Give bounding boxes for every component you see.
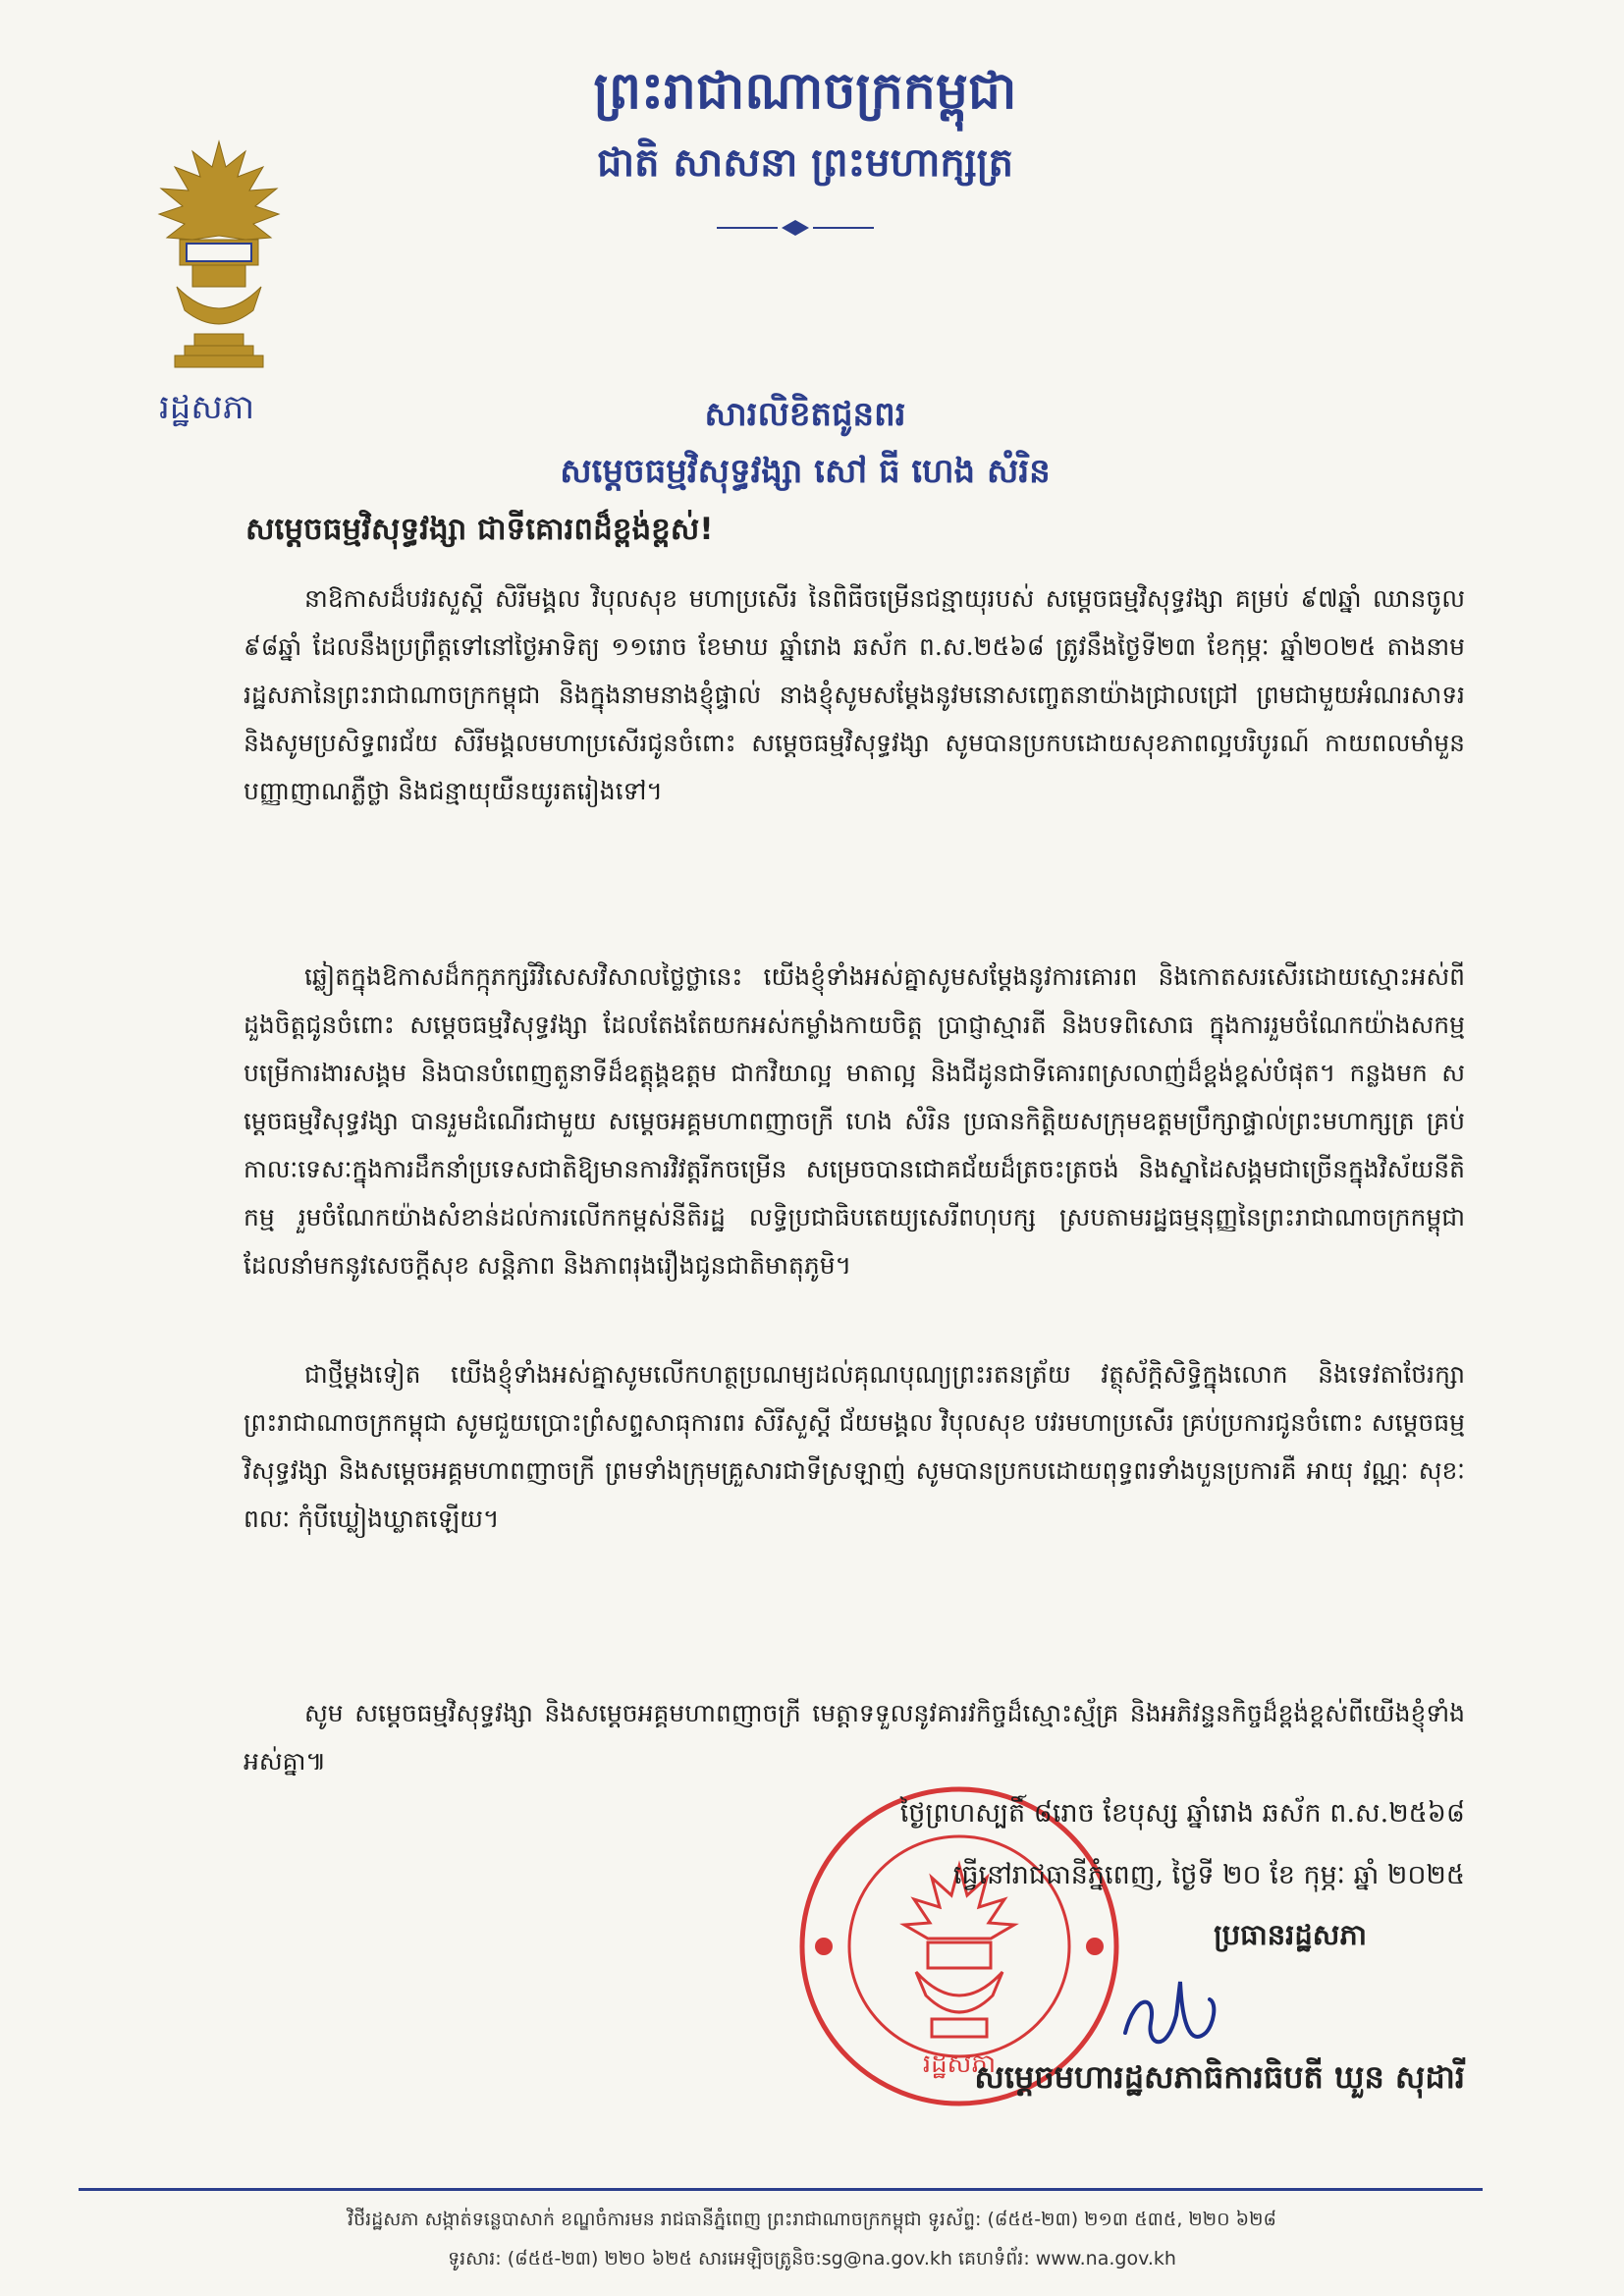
ornament-divider bbox=[648, 218, 943, 238]
date-solar: ធ្វើនៅរាជធានីភ្នំពេញ, ថ្ងៃទី ២០ ខែ កុម្ភៈ ឆ្នាំ ២០២៥ bbox=[952, 1860, 1465, 1890]
body-paragraph: សូម សម្តេចធម្មវិសុទ្ធវង្សា និងសម្តេចអគ្គមហាពញាចក្រី មេត្តាទទួលនូវគារវកិច្ចដ៏ស្មោះស្ម័គ្រ និងអភិវន្ទនកិច្ចដ៏ខ្ពង់ខ្ពស់ពីយើងខ្ញុំទាំងអស់គ្នា៕ bbox=[244, 1699, 1465, 1776]
signatory-role: ប្រធានរដ្ឋសភា bbox=[1214, 1918, 1367, 1951]
signatory-name: សម្តេចមហារដ្ឋសភាធិការធិបតី ឃួន សុដារី bbox=[974, 2058, 1465, 2096]
salutation: សម្តេចធម្មវិសុទ្ធវង្សា ជាទីគោរពដ៏ខ្ពង់ខ្ពស់! bbox=[245, 512, 714, 547]
body-paragraph: ជាថ្មីម្តងទៀត យើងខ្ញុំទាំងអស់គ្នាសូមលើកហត្ថប្រណម្យដល់គុណបុណ្យព្រះរតនត្រ័យ វត្ថុស័ក្តិសិទ្ធិក្នុងលោក និងទេវតាថែរក្សាព្រះរាជាណាចក្រកម្ពុជា សូមជួយប្រោះព្រំសព្ទសាធុការពរ សិរីសួស្តី ជ័យមង្គល វិបុលសុខ បវរមហាប្រសើរ គ្រប់ប្រការជូនចំពោះ សម្តេចធម្មវិសុទ្ធវង្សា និងសម្តេចអគ្គមហាពញាចក្រី ព្រមទាំងក្រុមគ្រួសារជាទីស្រឡាញ់ សូមបានប្រកបដោយពុទ្ធពរទាំងបួនប្រការគឺ អាយុ វណ្ណៈ សុខៈ ពលៈ កុំបីឃ្លៀងឃ្លាតឡើយ។ bbox=[244, 1360, 1465, 1533]
national-motto: ជាតិ សាសនា ព្រះមហាក្សត្រ bbox=[597, 140, 1013, 186]
letter-title: សារលិខិតជូនពរ bbox=[704, 395, 906, 434]
body-paragraph: នាឱកាសដ៏បវរសួស្តី សិរីមង្គល វិបុលសុខ មហាប្រសើរ នៃពិធីចម្រើនជន្មាយុរបស់ សម្តេចធម្មវិសុទ្ធវង្សា គម្រប់ ៩៧ឆ្នាំ ឈានចូល ៩៨ឆ្នាំ ដែលនឹងប្រព្រឹត្តទៅនៅថ្ងៃអាទិត្យ ១១រោច ខែមាឃ ឆ្នាំរោង ឆស័ក ព.ស.២៥៦៨ ត្រូវនឹងថ្ងៃទី២៣ ខែកុម្ភៈ ឆ្នាំ២០២៥ តាងនាមរដ្ឋសភានៃព្រះរាជាណាចក្រកម្ពុជា និងក្នុងនាមនាងខ្ញុំផ្ទាល់ នាងខ្ញុំសូមសម្តែងនូវមនោសញ្ចេតនាយ៉ាងជ្រាលជ្រៅ ព្រមជាមួយអំណរសាទរ និងសូមប្រសិទ្ធពរជ័យ សិរីមង្គលមហាប្រសើរជូនចំពោះ សម្តេចធម្មវិសុទ្ធវង្សា សូមបានប្រកបដោយសុខភាពល្អបរិបូរណ៍ កាយពលមាំមួន បញ្ញាញាណភ្លឺថ្លា និងជន្មាយុយឺនយូរតរៀងទៅ។ bbox=[244, 584, 1465, 805]
national-assembly-emblem bbox=[155, 137, 283, 373]
footer-address: វិថីរដ្ឋសភា សង្កាត់ទន្លេបាសាក់ ខណ្ឌចំការមន រាជធានីភ្នំពេញ ព្រះរាជាណាចក្រកម្ពុជា ទូរស័ព្ទ: (៨៥៥-២៣) ២១៣ ៥៣៥, ២២០ ៦២៨ bbox=[348, 2209, 1276, 2230]
kingdom-heading: ព្រះរាជាណាចក្រកម្ពុជា bbox=[593, 62, 1017, 121]
date-lunar: ថ្ងៃព្រហស្បតិ៍ ៨រោច ខែបុស្ស ឆ្នាំរោង ឆស័ក ព.ស.២៥៦៨ bbox=[899, 1798, 1465, 1829]
seal-caption: រដ្ឋសភា bbox=[922, 2050, 997, 2079]
footer-contact: ទូរសារ: (៨៥៥-២៣) ២២០ ៦២៥ សារអេឡិចត្រូនិច:sg@na.gov.kh គេហទំព័រ: www.na.gov.kh bbox=[448, 2248, 1176, 2269]
footer-divider bbox=[79, 2188, 1483, 2191]
letter-recipient: សម្តេចធម្មវិសុទ្ធវង្សា សៅ ធី ហេង សំរិន bbox=[560, 452, 1051, 491]
handwritten-signature bbox=[1108, 1964, 1225, 2072]
body-paragraph: ឆ្លៀតក្នុងឱកាសដ៏កក្កុភក្សរិវិសេសវិសាលថ្លៃថ្លានេះ យើងខ្ញុំទាំងអស់គ្នាសូមសម្តែងនូវការគោរព និងកោតសរសើរដោយស្មោះអស់ពីដួងចិត្តជូនចំពោះ សម្តេចធម្មវិសុទ្ធវង្សា ដែលតែងតែយកអស់កម្លាំងកាយចិត្ត ប្រាជ្ញាស្មារតី និងបទពិសោធ ក្នុងការរួមចំណែកយ៉ាងសកម្មបម្រើការងារសង្គម និងបានបំពេញតួនាទីដ៏ឧត្តុង្គឧត្តម ជាកវិយាល្អ មាតាល្អ និងជីដូនជាទីគោរពស្រលាញ់ដ៏ខ្ពង់ខ្ពស់បំផុត។ កន្លងមក សម្តេចធម្មវិសុទ្ធវង្សា បានរួមដំណើរជាមួយ សម្តេចអគ្គមហាពញាចក្រី ហេង សំរិន ប្រធានកិត្តិយសក្រុមឧត្តមប្រឹក្សាផ្ទាល់ព្រះមហាក្សត្រ គ្រប់កាលៈទេសៈក្នុងការដឹកនាំប្រទេសជាតិឱ្យមានការវិវត្តរីកចម្រើន សម្រេចបានជោគជ័យដ៏ត្រចះត្រចង់ និងស្នាដៃសង្គមជាច្រើនក្នុងវិស័យនីតិកម្ម រួមចំណែកយ៉ាងសំខាន់ដល់ការលើកកម្ពស់នីតិរដ្ឋ លទ្ធិប្រជាធិបតេយ្យសេរីពហុបក្ស ស្របតាមរដ្ឋធម្មនុញ្ញនៃព្រះរាជាណាចក្រកម្ពុជា ដែលនាំមកនូវសេចក្តីសុខ សន្តិភាព និងភាពរុងរឿងជូនជាតិមាតុភូមិ។ bbox=[244, 962, 1465, 1280]
institution-label: រដ្ឋសភា bbox=[159, 388, 255, 427]
